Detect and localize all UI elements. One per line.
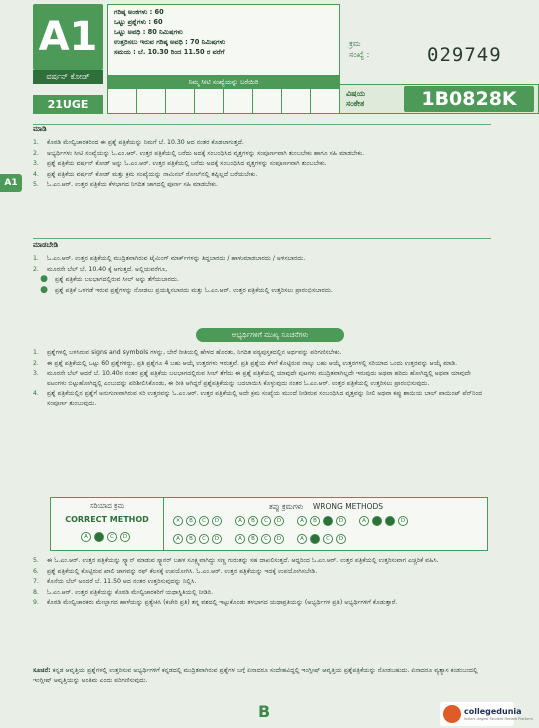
list-item: 2. ಈ ಪ್ರಶ್ನೆ ಪತ್ರಿಕೆಯಲ್ಲಿ ಒಟ್ಟು 60 ಪ್ರಶ್ನೆಗಳಿದ್ದು, ಪ್ರತಿ ಪ್ರಶ್ನೆಗೂ 4 ಬಹು ಆಯ್ಕೆ ಉತ್ತರಗಳು ಇರುತ್ತವೆ. ಪ್ರತಿ ಪ್ರಶ್ನೆಯ ಕೆಳಗೆ ಕೊಟ್ಟಿರುವ ನಾಲ್ಕು ಬಹು ಆಯ್ಕೆ ಉತ್ತರಗಳಲ್ಲಿ ಸರಿಯಾದ ಒಂದು ಉತ್ತರವನ್ನು ಆಯ್ಕೆ ಮಾಡಿ. bbox=[33, 359, 458, 367]
header bbox=[33, 4, 517, 114]
dos-title: ಮಾಡಿ bbox=[33, 125, 47, 133]
wrong-methods-label: ತಪ್ಪು ಕ್ರಮಗಳು WRONG METHODS bbox=[268, 502, 384, 511]
answer-bubble: ✕ bbox=[173, 516, 183, 526]
total-questions: ಒಟ್ಟು ಪ್ರಶ್ನೆಗಳು : 60 bbox=[114, 18, 163, 26]
answer-bubble: C bbox=[199, 516, 209, 526]
list-item: ● ಪ್ರಶ್ನೆ ಪತ್ರಿಕೆಯ ಬಲಭಾಗದಲ್ಲಿರುವ ಸೀಲ್ ಅನ್ನು ತೆಗೆಯಬಾರದು. bbox=[40, 274, 179, 285]
exam-time: ಸಮಯ : ಬೆ. 10.30 ರಿಂದ 11.50 ರ ವರೆಗೆ bbox=[114, 48, 225, 56]
answer-bubble: D bbox=[398, 516, 408, 526]
answer-bubble: D bbox=[336, 534, 346, 544]
serial-number: 029749 bbox=[427, 44, 502, 66]
answer-bubble: A bbox=[297, 534, 307, 544]
answer-bubble bbox=[323, 516, 333, 526]
subject-code: 1B0828K bbox=[404, 86, 534, 112]
roll-digit-cell[interactable] bbox=[195, 89, 224, 113]
answer-bubble: D bbox=[336, 516, 346, 526]
answer-bubble: D bbox=[212, 534, 222, 544]
answer-bubble: B bbox=[248, 516, 258, 526]
answer-bubble: C bbox=[107, 532, 117, 542]
marking-methods-table bbox=[50, 497, 488, 551]
subject-code-box bbox=[339, 84, 539, 114]
list-item: 8. ಓ.ಎಂ.ಆರ್. ಉತ್ತರ ಪತ್ರಿಕೆಯನ್ನು ಕೊಠಡಿ ಮೇಲ್ವಿಚಾರಕರಿಗೆ ಯಥಾಸ್ಥಿತಿಯಲ್ಲಿ ನೀಡಿರಿ. bbox=[33, 588, 214, 596]
list-item: 2. ಅಭ್ಯರ್ಥಿಗಳು ಸೀಟಿ ಸಂಖ್ಯೆಯನ್ನು ಓ.ಎಂ.ಆರ್. ಉತ್ತರ ಪತ್ರಿಕೆಯಲ್ಲಿ ಬರೆದು ಅದಕ್ಕೆ ಸಂಬಂಧಿಸಿದ ವೃತ್ತಗಳನ್ನು ಸಂಪೂರ್ಣವಾಗಿ ತುಂಬಬೇಕು ಹಾಗೂ ಸಹಿ ಮಾಡಬೇಕು. bbox=[33, 149, 365, 157]
instructions-list bbox=[33, 348, 491, 410]
answer-duration: ಉತ್ತರಿಸಲು ಇರುವ ಗರಿಷ್ಠ ಅವಧಿ : 70 ನಿಮಿಷಗಳು bbox=[114, 38, 226, 46]
roll-number-label: ನಿಮ್ಮ ಸೀಟಿ ಸಂಖ್ಯೆಯನ್ನು ಬರೆಯಿರಿ bbox=[107, 76, 340, 88]
answer-bubble: A bbox=[173, 534, 183, 544]
page-letter: B bbox=[258, 702, 271, 721]
answer-bubble: C bbox=[261, 534, 271, 544]
wrong-bubble-row bbox=[173, 534, 346, 544]
subject-code-label: ವಿಷಯ ಸಂಕೇತ bbox=[346, 89, 366, 108]
donts-title: ಮಾಡಬೇಡಿ bbox=[33, 241, 59, 249]
list-item: 4. ಪ್ರಶ್ನೆ ಪತ್ರಿಕೆಯಲ್ಲಿನ ಪ್ರಶ್ನೆಗೆ ಅನುಗುಣವಾಗಿರುವ ಸರಿ ಉತ್ತರವನ್ನು ಓ.ಎಂ.ಆರ್. ಉತ್ತರ ಪತ್ರಿಕೆಯಲ್ಲಿ ಅದೇ ಕ್ರಮ ಸಂಖ್ಯೆಯ ಮುಂದೆ ನೀಡಿರುವ ಸಂಬಂಧಿಸಿದ ವೃತ್ತವನ್ನು ನೀಲಿ ಅಥವಾ ಕಪ್ಪು ಶಾಯಿಯ ಬಾಲ್ ಪಾಯಿಂಟ್ ಪೆನ್‌ನಿಂದ ಸಂಪೂರ್ಣ ತುಂಬುವುದು. bbox=[33, 390, 483, 407]
answer-bubble bbox=[385, 516, 395, 526]
list-item: 3. ಪ್ರಶ್ನೆ ಪತ್ರಿಕೆಯ ವರ್ಷನ್ ಕೋಡ್ ಅನ್ನು ಓ.ಎಂ.ಆರ್. ಉತ್ತರ ಪತ್ರಿಕೆಯಲ್ಲಿ ಬರೆದು ಅದಕ್ಕೆ ಸಂಬಂಧಿಸಿದ ವೃತ್ತಗಳನ್ನು ಸಂಪೂರ್ಣವಾಗಿ ತುಂಬಬೇಕು. bbox=[33, 160, 327, 168]
list-item: 3. ಮೂರನೇ ಬೆಲ್ ಆದರೆ ಬೆ. 10.40ರ ನಂತರ ಪ್ರಶ್ನೆ ಪತ್ರಿಕೆಯ ಬಲಭಾಗದಲ್ಲಿರುವ ಸೀಲ್ ತೆಗೆದು ಈ ಪ್ರಶ್ನೆ ಪತ್ರಿಕೆಯಲ್ಲಿ ಯಾವುದೇ ಪುಟಗಳು ಮುದ್ರಿತವಾಗಿಲ್ಲದೇ ಇರುವುದು ಅಥವಾ ಹರಿದು ಹೋಗಿದ್ದಲ್ಲಿ ಅಥವಾ ಯಾವುದೇ ಐಟಂಗಳು ಬಿಟ್ಟುಹೋಗಿದ್ದಲ್ಲಿ ಎಂಬುದನ್ನು ಪರಿಶೀಲಿಸಿಕೊಂಡು, ಈ ರೀತಿ ಆಗಿದ್ದರೆ ಪ್ರಶ್ನೆಪತ್ರಿಕೆಯನ್ನು ಬದಲಾಯಿಸಿ ಕೊಳ್ಳುವುದು ನಂತರ ಓ.ಎಂ.ಆರ್. ಉತ್ತರ ಪತ್ರಿಕೆಯಲ್ಲಿ ಉತ್ತರಿಸಲು ಪ್ರಾರಂಭಿಸುವುದು. bbox=[33, 370, 471, 387]
divider bbox=[33, 238, 491, 239]
note-text: ಕನ್ನಡ ಆವೃತ್ತಿಯ ಪ್ರಶ್ನೆಗಳಲ್ಲಿ ಉತ್ತರಿಸುವ ಅಭ್ಯರ್ಥಿಗಳಿಗೆ ಕನ್ನಡದಲ್ಲಿ ಮುದ್ರಿತವಾಗಿರುವ ಪ್ರಶ್ನೆಗಳ ಬಗ್ಗೆ ಏನಾದರೂ ಸಂದೇಹವಿದ್ದಲ್ಲಿ ಇಂಗ್ಲೀಷ್ ಆವೃತ್ತಿಯ ಪ್ರಶ್ನೆಪತ್ರಿಕೆಯನ್ನು ನೋಡಬಹುದು. ಏನಾದರೂ ವ್ಯತ್ಯಾಸ ಕಂಡುಬಂದಲ್ಲಿ ಇಂಗ್ಲೀಷ್ ಆವೃತ್ತಿಯನ್ನು ಅಂತಿಮ ಎಂದು ಪರಿಗಣಿಸುವುದು. bbox=[33, 667, 478, 684]
side-series-tab: A1 bbox=[0, 174, 22, 192]
version-code-label: ವರ್ಷನ್ ಕೋಡ್ bbox=[33, 70, 103, 84]
roll-digit-cell[interactable] bbox=[282, 89, 311, 113]
correct-method-cell: ಸರಿಯಾದ ಕ್ರಮ CORRECT METHOD A C D bbox=[51, 498, 164, 550]
answer-bubble bbox=[94, 532, 104, 542]
watermark-logo: collegedunia India's largest Student Review Platform bbox=[440, 702, 514, 726]
roll-digit-cell[interactable] bbox=[166, 89, 195, 113]
answer-bubble: D bbox=[274, 534, 284, 544]
list-item: 1. ಪ್ರಶ್ನೆಗಳಲ್ಲಿ ಬಳಸಿರುವ signs and symbols ಗಳನ್ನು, ಬೇರೆ ರೀತಿಯಲ್ಲಿ ಹೇಳದ ಹೊರತು, ನಿಗದಿತ ಪಠ್ಯಪುಸ್ತಕದಲ್ಲಿನ ಅರ್ಥವನ್ನು ಪರಿಗಣಿಸಬೇಕು. bbox=[33, 349, 342, 356]
answer-bubble: D bbox=[212, 516, 222, 526]
answer-bubble: A bbox=[235, 534, 245, 544]
answer-bubble: A bbox=[359, 516, 369, 526]
answer-bubble bbox=[310, 534, 320, 544]
max-marks: ಗರಿಷ್ಠ ಅಂಕಗಳು : 60 bbox=[114, 8, 164, 16]
list-item: 6. ಪ್ರಶ್ನೆ ಪತ್ರಿಕೆಯಲ್ಲಿ ಕೊಟ್ಟಿರುವ ಖಾಲಿ ಜಾಗವನ್ನು ರಫ್ ಕೆಲಸಕ್ಕೆ ಉಪಯೋಗಿಸಿ. ಓ.ಎಂ.ಆರ್. ಉತ್ತರ ಪತ್ರಿಕೆಯನ್ನು ಇದಕ್ಕೆ ಉಪಯೋಗಿಸಬೇಡಿ. bbox=[33, 567, 318, 575]
list-item: ● ಪ್ರಶ್ನೆ ಪತ್ರಿಕೆ ಒಳಗಡೆ ಇರುವ ಪ್ರಶ್ನೆಗಳನ್ನು ನೋಡಲು ಪ್ರಯತ್ನಿಸಬಾರದು ಮತ್ತು ಓ.ಎಂ.ಆರ್. ಉತ್ತರ ಪತ್ರಿಕೆಯಲ್ಲಿ ಉತ್ತರಿಸಲು ಪ್ರಾರಂಭಿಸಬಾರದು. bbox=[40, 284, 333, 295]
dos-list bbox=[33, 138, 491, 191]
divider bbox=[33, 124, 491, 125]
instructions-banner: ಅಭ್ಯರ್ಥಿಗಳಿಗೆ ಮುಖ್ಯ ಸೂಚನೆಗಳು bbox=[196, 328, 344, 342]
roll-digit-cell[interactable] bbox=[108, 89, 137, 113]
answer-bubble: A bbox=[235, 516, 245, 526]
donts-list bbox=[33, 254, 491, 296]
correct-bubble-row bbox=[81, 532, 130, 542]
total-duration: ಒಟ್ಟು ಅವಧಿ : 80 ನಿಮಿಷಗಳು bbox=[114, 28, 183, 36]
list-item: 1. ಓ.ಎಂ.ಆರ್. ಉತ್ತರ ಪತ್ರಿಕೆಯಲ್ಲಿ ಮುದ್ರಿತವಾಗಿರುವ ಟೈಮಿಂಗ್ ಮಾರ್ಕ್‌ಗಳನ್ನು ತಿದ್ದಬಾರದು / ಹಾಳುಮಾಡಬಾರದು / ಅಳಿಸಬಾರದು. bbox=[33, 255, 306, 262]
logo-icon bbox=[443, 705, 461, 723]
series-box: A1 bbox=[33, 4, 103, 70]
roll-digit-cell[interactable] bbox=[311, 89, 339, 113]
note-label: ಸೂಚನೆ: bbox=[33, 667, 51, 674]
list-item: 5. ಓ.ಎಂ.ಆರ್. ಉತ್ತರ ಪತ್ರಿಕೆಯ ಕೆಳಭಾಗದ ನಿಗದಿತ ಜಾಗದಲ್ಲಿ ಪೂರ್ಣ ಸಹಿ ಮಾಡಬೇಕು. bbox=[33, 181, 218, 189]
wrong-bubble-row bbox=[173, 516, 408, 526]
list-item: 7. ಕೊನೆಯ ಬೆಲ್ ಅಂದರೆ ಬೆ. 11.50 ಆದ ನಂತರ ಉತ್ತರಿಸುವುದನ್ನು ನಿಲ್ಲಿಸಿ. bbox=[33, 578, 197, 586]
roll-number-grid[interactable] bbox=[107, 88, 340, 114]
answer-bubble: D bbox=[274, 516, 284, 526]
answer-bubble: D bbox=[120, 532, 130, 542]
answer-bubble: A bbox=[81, 532, 91, 542]
answer-bubble: B bbox=[186, 516, 196, 526]
serial-label: ಕ್ರಮ ಸಂಖ್ಯೆ : bbox=[349, 39, 370, 59]
list-item: 2. ಮೂರನೇ ಬೆಲ್ ಬೆ. 10.40 ಕ್ಕೆ ಆಗುತ್ತದೆ. ಅಲ್ಲಿಯವರೆಗೂ, bbox=[33, 265, 168, 273]
version-code: 21UGE bbox=[33, 95, 103, 114]
note bbox=[33, 666, 493, 685]
roll-digit-cell[interactable] bbox=[137, 89, 166, 113]
answer-bubble: C bbox=[261, 516, 271, 526]
answer-bubble bbox=[372, 516, 382, 526]
exam-info-box bbox=[107, 4, 340, 76]
answer-bubble: B bbox=[310, 516, 320, 526]
roll-digit-cell[interactable] bbox=[253, 89, 282, 113]
answer-bubble: A bbox=[297, 516, 307, 526]
roll-digit-cell[interactable] bbox=[224, 89, 253, 113]
answer-bubble: C bbox=[199, 534, 209, 544]
answer-bubble: B bbox=[186, 534, 196, 544]
list-item: 5. ಈ ಓ.ಎಂ.ಆರ್. ಉತ್ತರ ಪತ್ರಿಕೆಯನ್ನು ಸ್ಕ್ಯಾನ್ ಮಾಡುವ ಸ್ಕ್ಯಾನರ್ ಬಹಳ ಸೂಕ್ಷ್ಮವಾಗಿದ್ದು ಸಣ್ಣ ಗುರುತನ್ನು ಸಹ ದಾಖಲಿಸುತ್ತದೆ. ಆದ್ದರಿಂದ ಓ.ಎಂ.ಆರ್. ಉತ್ತರ ಪತ್ರಿಕೆಯಲ್ಲಿ ಉತ್ತರಿಸುವಾಗ ಎಚ್ಚರಿಕೆ ವಹಿಸಿ. bbox=[33, 557, 439, 564]
instructions-list-2 bbox=[33, 556, 491, 609]
list-item: 1. ಕೊಠಡಿ ಮೇಲ್ವಿಚಾರಕರಿಂದ ಈ ಪ್ರಶ್ನೆ ಪತ್ರಿಕೆಯನ್ನು ನಿಮಗೆ ಬೆ. 10.30 ಆದ ನಂತರ ಕೊಡಲಾಗುತ್ತದೆ. bbox=[33, 139, 244, 146]
list-item: 9. ಕೊಠಡಿ ಮೇಲ್ವಿಚಾರಕರು ಮೇಲ್ಭಾಗದ ಹಾಳೆಯನ್ನು ಪ್ರತ್ಯೇಕಿಸಿ (ಕಚೇರಿ ಪ್ರತಿ) ತನ್ನ ವಶದಲ್ಲಿ ಇಟ್ಟುಕೊಂಡು ತಳಭಾಗದ ಯಥಾಪ್ರತಿಯನ್ನು (ಅಭ್ಯರ್ಥಿಗಳ ಪ್ರತಿ) ಅಭ್ಯರ್ಥಿಗಳಿಗೆ ಕೊಡುತ್ತಾರೆ. bbox=[33, 599, 398, 607]
answer-bubble: B bbox=[248, 534, 258, 544]
answer-bubble: C bbox=[323, 534, 333, 544]
list-item: 4. ಪ್ರಶ್ನೆ ಪತ್ರಿಕೆಯ ವರ್ಷನ್ ಕೋಡ್ ಮತ್ತು ಕ್ರಮ ಸಂಖ್ಯೆಯನ್ನು ನಾಮಿನಲ್ ರೋಲ್‌ನಲ್ಲಿ ತಪ್ಪಿಲ್ಲದೆ ಬರೆಯಬೇಕು. bbox=[33, 170, 258, 178]
